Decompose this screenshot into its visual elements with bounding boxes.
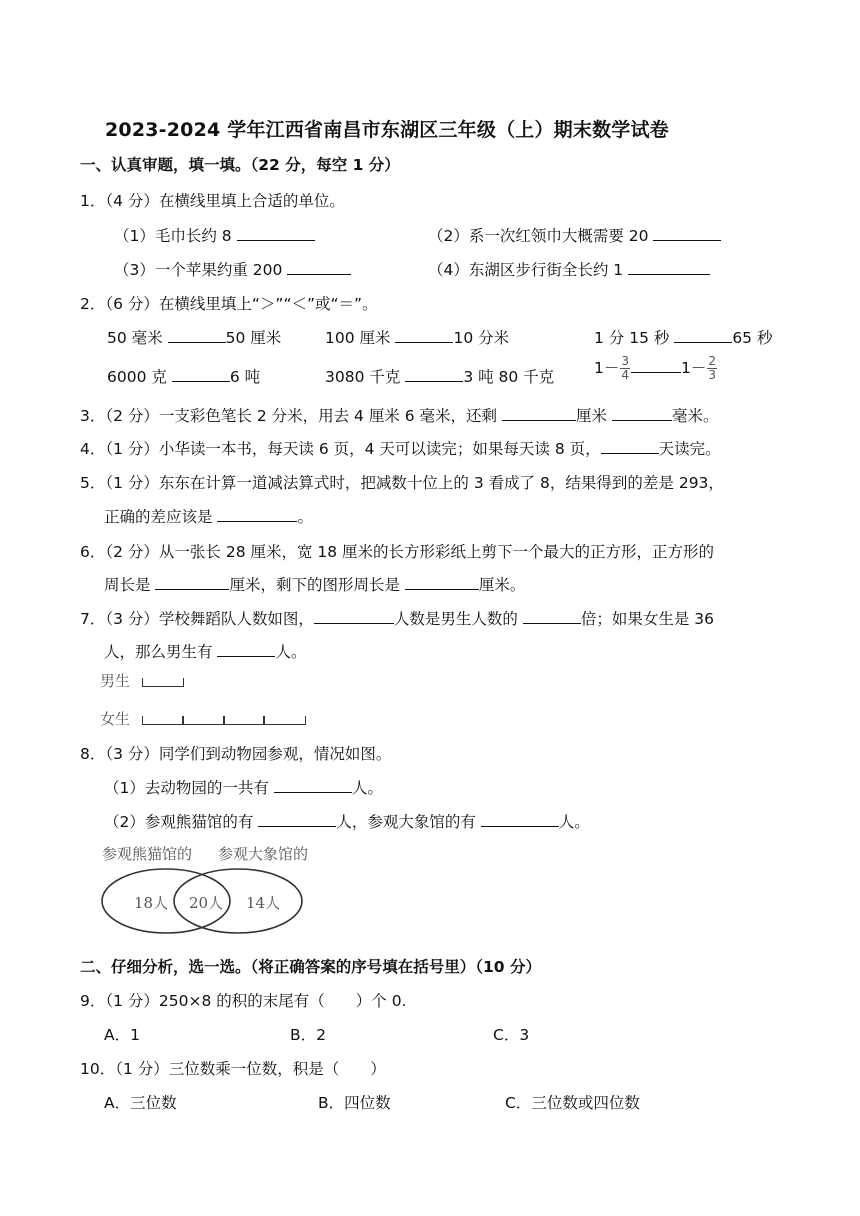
q4: 4．（1 分）小华读一本书，每天读 6 页，4 天可以读完；如果每天读 8 页， 天读完。	[80, 440, 721, 458]
q6-line-1: 6．（2 分）从一张长 28 厘米，宽 18 厘米的长方形彩纸上剪下一个最大的正方形，正方形的	[80, 543, 715, 561]
answer-blank[interactable]	[274, 778, 352, 793]
q7-line-2: 人，那么男生有 人。	[104, 643, 307, 661]
q5-line-1: 5．（1 分）东东在计算一道减法算式时，把减数十位上的 3 看成了 8，结果得到的差是 293，	[80, 474, 724, 492]
answer-blank[interactable]	[314, 609, 394, 624]
fraction: $\frac{2}{3}$	[708, 354, 717, 382]
q8-venn-figure	[100, 843, 340, 943]
q2-compare-1: 50 毫米 50 厘米	[107, 329, 282, 347]
q10-stem: 10．（1 分）三位数乘一位数，积是（ ）	[80, 1060, 386, 1078]
answer-blank[interactable]	[612, 406, 672, 421]
fraction: $\frac{3}{4}$	[621, 354, 630, 382]
q9-option-a[interactable]: A．1	[104, 1026, 140, 1044]
q2-stem: 2．（6 分）在横线里填上“＞”“＜”或“＝”。	[80, 295, 378, 313]
boys-bar	[142, 678, 184, 687]
q10-option-c[interactable]: C．三位数或四位数	[505, 1094, 640, 1112]
girls-label: 女生	[100, 710, 131, 728]
q8-part-2: （2）参观熊猫馆的有 人，参观大象馆的有 人。	[104, 813, 590, 831]
answer-blank[interactable]	[628, 260, 710, 275]
answer-blank[interactable]	[631, 358, 681, 373]
answer-blank[interactable]	[155, 575, 229, 590]
answer-blank[interactable]	[601, 439, 659, 454]
q6-line-2: 周长是 厘米，剩下的图形周长是 厘米。	[104, 576, 526, 594]
q1-stem: 1．（4 分）在横线里填上合适的单位。	[80, 192, 345, 210]
answer-blank[interactable]	[237, 226, 315, 241]
q10-option-a[interactable]: A．三位数	[104, 1094, 177, 1112]
answer-blank[interactable]	[258, 812, 336, 827]
answer-blank[interactable]	[653, 226, 721, 241]
q2-compare-3: 1 分 15 秒 65 秒	[594, 329, 773, 347]
answer-blank[interactable]	[481, 812, 559, 827]
q9-option-b[interactable]: B．2	[290, 1026, 326, 1044]
q7-line-1: 7．（3 分）学校舞蹈队人数如图， 人数是男生人数的 倍；如果女生是 36	[80, 610, 715, 628]
answer-blank[interactable]	[217, 507, 297, 522]
q2-compare-4: 6000 克 6 吨	[107, 368, 261, 386]
answer-blank[interactable]	[523, 609, 581, 624]
answer-blank[interactable]	[168, 328, 226, 343]
q2-compare-5: 3080 千克 3 吨 80 千克	[325, 368, 555, 386]
answer-blank[interactable]	[395, 328, 453, 343]
q1-item-2: （2）系一次红领巾大概需要 20	[428, 224, 721, 246]
section-2-heading: 二、仔细分析，选一选。（将正确答案的序号填在括号里）（10 分）	[80, 958, 541, 976]
answer-blank[interactable]	[287, 260, 351, 275]
q2-compare-6: 1－ $\frac{3}{4}$ 1－ $\frac{2}{3}$	[594, 354, 717, 382]
panda-label: 参观熊猫馆的	[102, 845, 193, 863]
q9-stem: 9．（1 分）250×8 的积的末尾有（ ）个 0.	[80, 992, 407, 1010]
girls-bar	[142, 716, 306, 725]
panda-only-count: 18人	[134, 894, 169, 912]
q5-line-2: 正确的差应该是 。	[104, 508, 313, 526]
answer-blank[interactable]	[674, 328, 732, 343]
q10-option-b[interactable]: B．四位数	[318, 1094, 391, 1112]
q7-bar-figure	[100, 668, 305, 728]
q1-item-4: （4）东湖区步行街全长约 1	[428, 258, 710, 280]
q9-option-c[interactable]: C．3	[493, 1026, 530, 1044]
q3: 3．（2 分）一支彩色笔长 2 分米，用去 4 厘米 6 毫米，还剩 厘米 毫米。	[80, 407, 719, 425]
both-count: 20人	[189, 894, 224, 912]
q1-item-1: （1）毛巾长约 8	[114, 224, 315, 246]
elephant-label: 参观大象馆的	[218, 845, 309, 863]
boys-label: 男生	[100, 672, 131, 690]
q2-compare-2: 100 厘米 10 分米	[325, 329, 510, 347]
elephant-only-count: 14人	[246, 894, 281, 912]
answer-blank[interactable]	[502, 406, 576, 421]
page-title: 2023-2024 学年江西省南昌市东湖区三年级（上）期末数学试卷	[105, 119, 669, 141]
answer-blank[interactable]	[405, 367, 463, 382]
answer-blank[interactable]	[405, 575, 479, 590]
q8-part-1: （1）去动物园的一共有 人。	[104, 779, 383, 797]
section-1-heading: 一、认真审题，填一填。（22 分，每空 1 分）	[80, 156, 400, 174]
answer-blank[interactable]	[217, 642, 275, 657]
answer-blank[interactable]	[172, 367, 230, 382]
q8-stem: 8．（3 分）同学们到动物园参观，情况如图。	[80, 745, 392, 763]
q1-item-3: （3）一个苹果约重 200	[114, 258, 351, 280]
